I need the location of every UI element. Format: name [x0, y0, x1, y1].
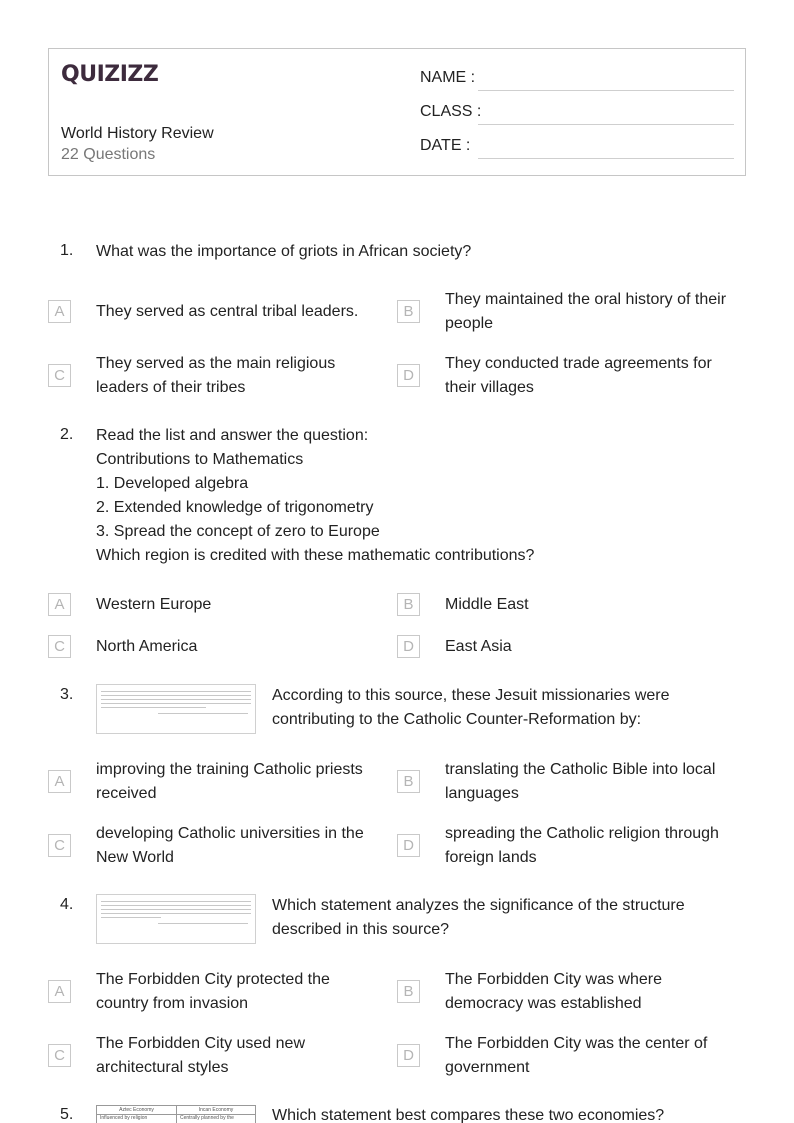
option-letter: C: [48, 1044, 71, 1067]
question-number: 5.: [60, 1106, 74, 1123]
option-letter: D: [397, 834, 420, 857]
option-letter: D: [397, 1044, 420, 1067]
worksheet-title: World History Review: [61, 125, 214, 142]
question-text: What was the importance of griots in African society?: [96, 243, 472, 260]
option-text: Middle East: [445, 596, 529, 613]
class-field[interactable]: [420, 103, 734, 127]
table-column-incan: [176, 1106, 255, 1123]
option-letter: B: [397, 980, 420, 1003]
option-text: developing Catholic universities in the New World: [96, 825, 364, 866]
table-cell: Centrally planned by the: [180, 1115, 234, 1121]
option-text: They maintained the oral history of their people: [445, 291, 727, 332]
table-column-aztec: [97, 1106, 176, 1123]
option-text: Western Europe: [96, 596, 212, 613]
question-line: Contributions to Mathematics: [96, 451, 304, 468]
option-letter: A: [48, 770, 71, 793]
class-input-line[interactable]: [478, 124, 734, 125]
option-letter: C: [48, 834, 71, 857]
option-text: The Forbidden City was where democracy was established: [445, 971, 662, 1012]
date-input-line[interactable]: [478, 158, 734, 159]
question-text: [96, 424, 736, 568]
option-letter: A: [48, 300, 71, 323]
option-letter: B: [397, 770, 420, 793]
date-label: DATE :: [420, 137, 471, 154]
question-line: 1. Developed algebra: [96, 475, 249, 492]
option-letter: C: [48, 364, 71, 387]
option-letter: B: [397, 300, 420, 323]
question-number: 1.: [60, 242, 74, 259]
option-text: translating the Catholic Bible into local languages: [445, 761, 716, 802]
option-text: They served as central tribal leaders.: [96, 303, 359, 320]
table-header: Aztec Economy: [97, 1107, 176, 1115]
option-text: The Forbidden City was the center of government: [445, 1035, 708, 1076]
option-text: The Forbidden City protected the country from invasion: [96, 971, 330, 1012]
question-text: According to this source, these Jesuit missionaries were contributing to the Catholic Counter-Reformation by:: [272, 687, 670, 728]
question-line: Which region is credited with these mathematic contributions?: [96, 547, 535, 564]
option-letter: B: [397, 593, 420, 616]
option-letter: A: [48, 593, 71, 616]
date-field[interactable]: [420, 137, 734, 161]
option-text: The Forbidden City used new architectural styles: [96, 1035, 305, 1076]
question-number: 4.: [60, 896, 74, 913]
option-letter: D: [397, 364, 420, 387]
option-letter: C: [48, 635, 71, 658]
option-text: spreading the Catholic religion through foreign lands: [445, 825, 719, 866]
question-text: Which statement analyzes the significance of the structure described in this source?: [272, 897, 685, 938]
question-number: 2.: [60, 426, 74, 443]
option-letter: D: [397, 635, 420, 658]
option-text: improving the training Catholic priests received: [96, 761, 363, 802]
question-number: 3.: [60, 686, 74, 703]
class-label: CLASS :: [420, 103, 482, 120]
worksheet-header: [48, 48, 746, 176]
question-line: 3. Spread the concept of zero to Europe: [96, 523, 380, 540]
source-excerpt-image[interactable]: [96, 894, 256, 944]
option-text: East Asia: [445, 638, 512, 655]
quizizz-logo: [61, 59, 161, 89]
question-count: 22 Questions: [61, 146, 156, 163]
option-letter: A: [48, 980, 71, 1003]
question-line: Read the list and answer the question:: [96, 427, 369, 444]
question-text: Which statement best compares these two economies?: [272, 1107, 665, 1123]
source-excerpt-image[interactable]: [96, 684, 256, 734]
option-text: They served as the main religious leaders of their tribes: [96, 355, 336, 396]
svg-text:QUIZIZZ: QUIZIZZ: [61, 62, 159, 87]
option-text: North America: [96, 638, 198, 655]
name-input-line[interactable]: [478, 90, 734, 91]
name-field[interactable]: [420, 69, 734, 93]
question-line: 2. Extended knowledge of trigonometry: [96, 499, 374, 516]
economy-comparison-table[interactable]: [96, 1105, 256, 1123]
option-text: They conducted trade agreements for their villages: [445, 355, 712, 396]
table-header: Incan Economy: [177, 1107, 255, 1115]
name-label: NAME :: [420, 69, 476, 86]
table-cell: Influenced by religion: [100, 1115, 148, 1121]
